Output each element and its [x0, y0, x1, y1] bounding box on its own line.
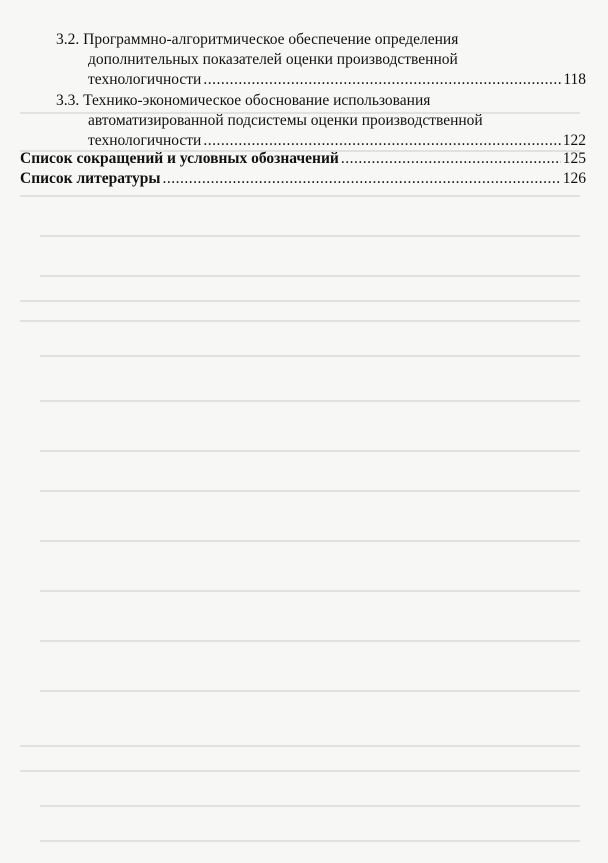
toc-entry-leader-row	[56, 131, 586, 151]
section-title: технологичности	[88, 132, 202, 149]
dot-leader	[203, 70, 561, 90]
toc-entry-3-2	[56, 30, 586, 90]
toc-entry-title-line: дополнительных показателей оценки производственной	[88, 51, 458, 68]
page-number: 122	[562, 132, 586, 149]
page-number: 126	[562, 170, 586, 187]
section-title: Технико-экономическое обоснование использования	[83, 92, 431, 109]
page-number: 118	[563, 71, 586, 88]
dot-leader	[203, 131, 560, 151]
toc-entry-title-line	[56, 30, 586, 50]
toc-entry-bibliography	[20, 169, 586, 189]
section-title: Список литературы	[20, 170, 161, 187]
dot-leader	[341, 149, 561, 169]
section-title: Список сокращений и условных обозначений	[20, 150, 339, 167]
section-title: технологичности	[88, 71, 202, 88]
dot-leader	[162, 169, 560, 189]
section-number: 3.3.	[56, 92, 80, 109]
page-number: 125	[562, 150, 586, 167]
section-title: Программно-алгоритмическое обеспечение определения	[83, 31, 459, 48]
section-number: 3.2.	[56, 31, 80, 48]
toc-entry-title-line	[56, 91, 586, 111]
toc-entry-leader-row	[56, 70, 586, 90]
toc-entry-3-3	[56, 91, 586, 151]
toc-entry-abbreviations	[20, 149, 586, 169]
toc-entry-title-line: автоматизированной подсистемы оценки производственной	[88, 112, 483, 129]
